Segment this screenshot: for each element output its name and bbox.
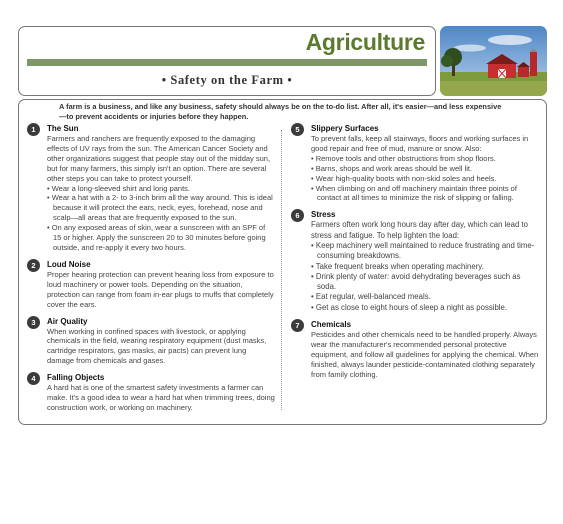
section-number-badge: 1 bbox=[27, 123, 40, 136]
left-column bbox=[27, 124, 275, 420]
section-falling-objects bbox=[27, 373, 275, 413]
bullet-item: • When climbing on and off machinery maintain three points of contact at all times to minimize the risk of slipping or falling. bbox=[311, 184, 539, 204]
right-column bbox=[291, 124, 539, 387]
section-air-quality bbox=[27, 317, 275, 367]
section-number-badge: 2 bbox=[27, 259, 40, 272]
page-subtitle: • Safety on the Farm • bbox=[161, 73, 293, 87]
intro-paragraph: A farm is a business, and like any business, safety should always be on the to-do list. After all, it's easier—and less expensive—to prevent accidents or injuries before they happen. bbox=[59, 102, 502, 121]
section-title: The Sun bbox=[47, 124, 79, 133]
section-body: Farmers and ranchers are frequently exposed to the damaging effects of UV rays from the sun. The American Cancer Society and other organizations suggest that people stay out of the midday sun, but for many farmers, this simply isn't an option. There are several other steps you can take to protect yourself. bbox=[47, 134, 271, 183]
section-body: A hard hat is one of the smartest safety investments a farmer can make. It's a good idea to wear a hard hat when trimming trees, doing construction work, or working on machinery. bbox=[47, 383, 275, 412]
section-chemicals bbox=[291, 320, 539, 380]
bullet-item: • On any exposed areas of skin, wear a sunscreen with an SPF of 15 or higher. Apply the sunscreen 20 to 30 minutes before going outside, and re-apply it every two hours. bbox=[47, 223, 275, 253]
bullet-item: • Drink plenty of water: avoid dehydrating beverages such as soda. bbox=[311, 272, 539, 293]
section-number-badge: 5 bbox=[291, 123, 304, 136]
bullet-item: • Wear a long-sleeved shirt and long pants. bbox=[47, 184, 275, 194]
section-title: Falling Objects bbox=[47, 373, 105, 383]
section-stress bbox=[291, 210, 539, 313]
section-body: Pesticides and other chemicals need to be handled properly. Always wear the manufacturer's recommended personal protective equipment, and follow all guidelines for applying the chemical. When finished, always launder pesticide-contaminated clothing separately from family clothing. bbox=[311, 330, 539, 379]
bullet-item: • Keep machinery well maintained to reduce frustrating and time-consuming breakdowns. bbox=[311, 241, 539, 262]
section-title: Stress bbox=[311, 210, 336, 220]
section-number-badge: 4 bbox=[27, 372, 40, 385]
content-panel bbox=[18, 99, 547, 425]
bullet-item: • Take frequent breaks when operating machinery. bbox=[311, 262, 539, 272]
farm-photo bbox=[440, 26, 547, 96]
column-divider bbox=[281, 130, 282, 410]
section-title: Chemicals bbox=[311, 320, 352, 330]
section-title: Air Quality bbox=[47, 316, 88, 326]
section-the-sun bbox=[27, 124, 275, 253]
section-body: To prevent falls, keep all stairways, floors and working surfaces in good repair and free of mud, manure or snow. Also: bbox=[311, 134, 529, 153]
section-number-badge: 3 bbox=[27, 316, 40, 329]
section-body: When working in confined spaces with livestock, or applying chemicals in the field, wearing respiratory equipment (dust masks, cartridge respirators, gas masks, air pacts) can prevent lung damage from chemicals and gases. bbox=[47, 326, 267, 366]
bullet-item: • Barns, shops and work areas should be well lit. bbox=[311, 164, 539, 174]
bullet-item: • Wear high-quality boots with non-skid soles and heels. bbox=[311, 174, 539, 184]
farm-barn-illustration bbox=[440, 26, 547, 96]
section-title: Slippery Surfaces bbox=[311, 124, 379, 133]
bullet-item: • Wear a hat with a 2- to 3-inch brim all the way around. This is ideal because it will protect the ears, neck, eyes, forehead, nose and scalp—all areas that are frequently exposed to the sun. bbox=[47, 193, 275, 223]
bullet-item: • Eat regular, well-balanced meals. bbox=[311, 292, 539, 302]
page-title: Agriculture bbox=[305, 29, 425, 55]
bullet-item: • Get as close to eight hours of sleep a night as possible. bbox=[311, 303, 539, 313]
section-number-badge: 6 bbox=[291, 209, 304, 222]
section-number-badge: 7 bbox=[291, 319, 304, 332]
section-body: Proper hearing protection can prevent hearing loss from exposure to loud machinery or power tools. Depending on the situation, protection can range from foam in-ear plugs to muffs that completely cover the ears. bbox=[47, 269, 274, 309]
section-slippery-surfaces bbox=[291, 124, 539, 203]
section-title: Loud Noise bbox=[47, 259, 91, 269]
section-loud-noise bbox=[27, 260, 275, 310]
title-underline-bar bbox=[27, 59, 427, 66]
bullet-item: • Remove tools and other obstructions from shop floors. bbox=[311, 154, 539, 164]
section-body: Farmers often work long hours day after day, which can lead to stress and fatigue. To help lighten the load: bbox=[311, 220, 528, 240]
header-panel bbox=[18, 26, 436, 96]
